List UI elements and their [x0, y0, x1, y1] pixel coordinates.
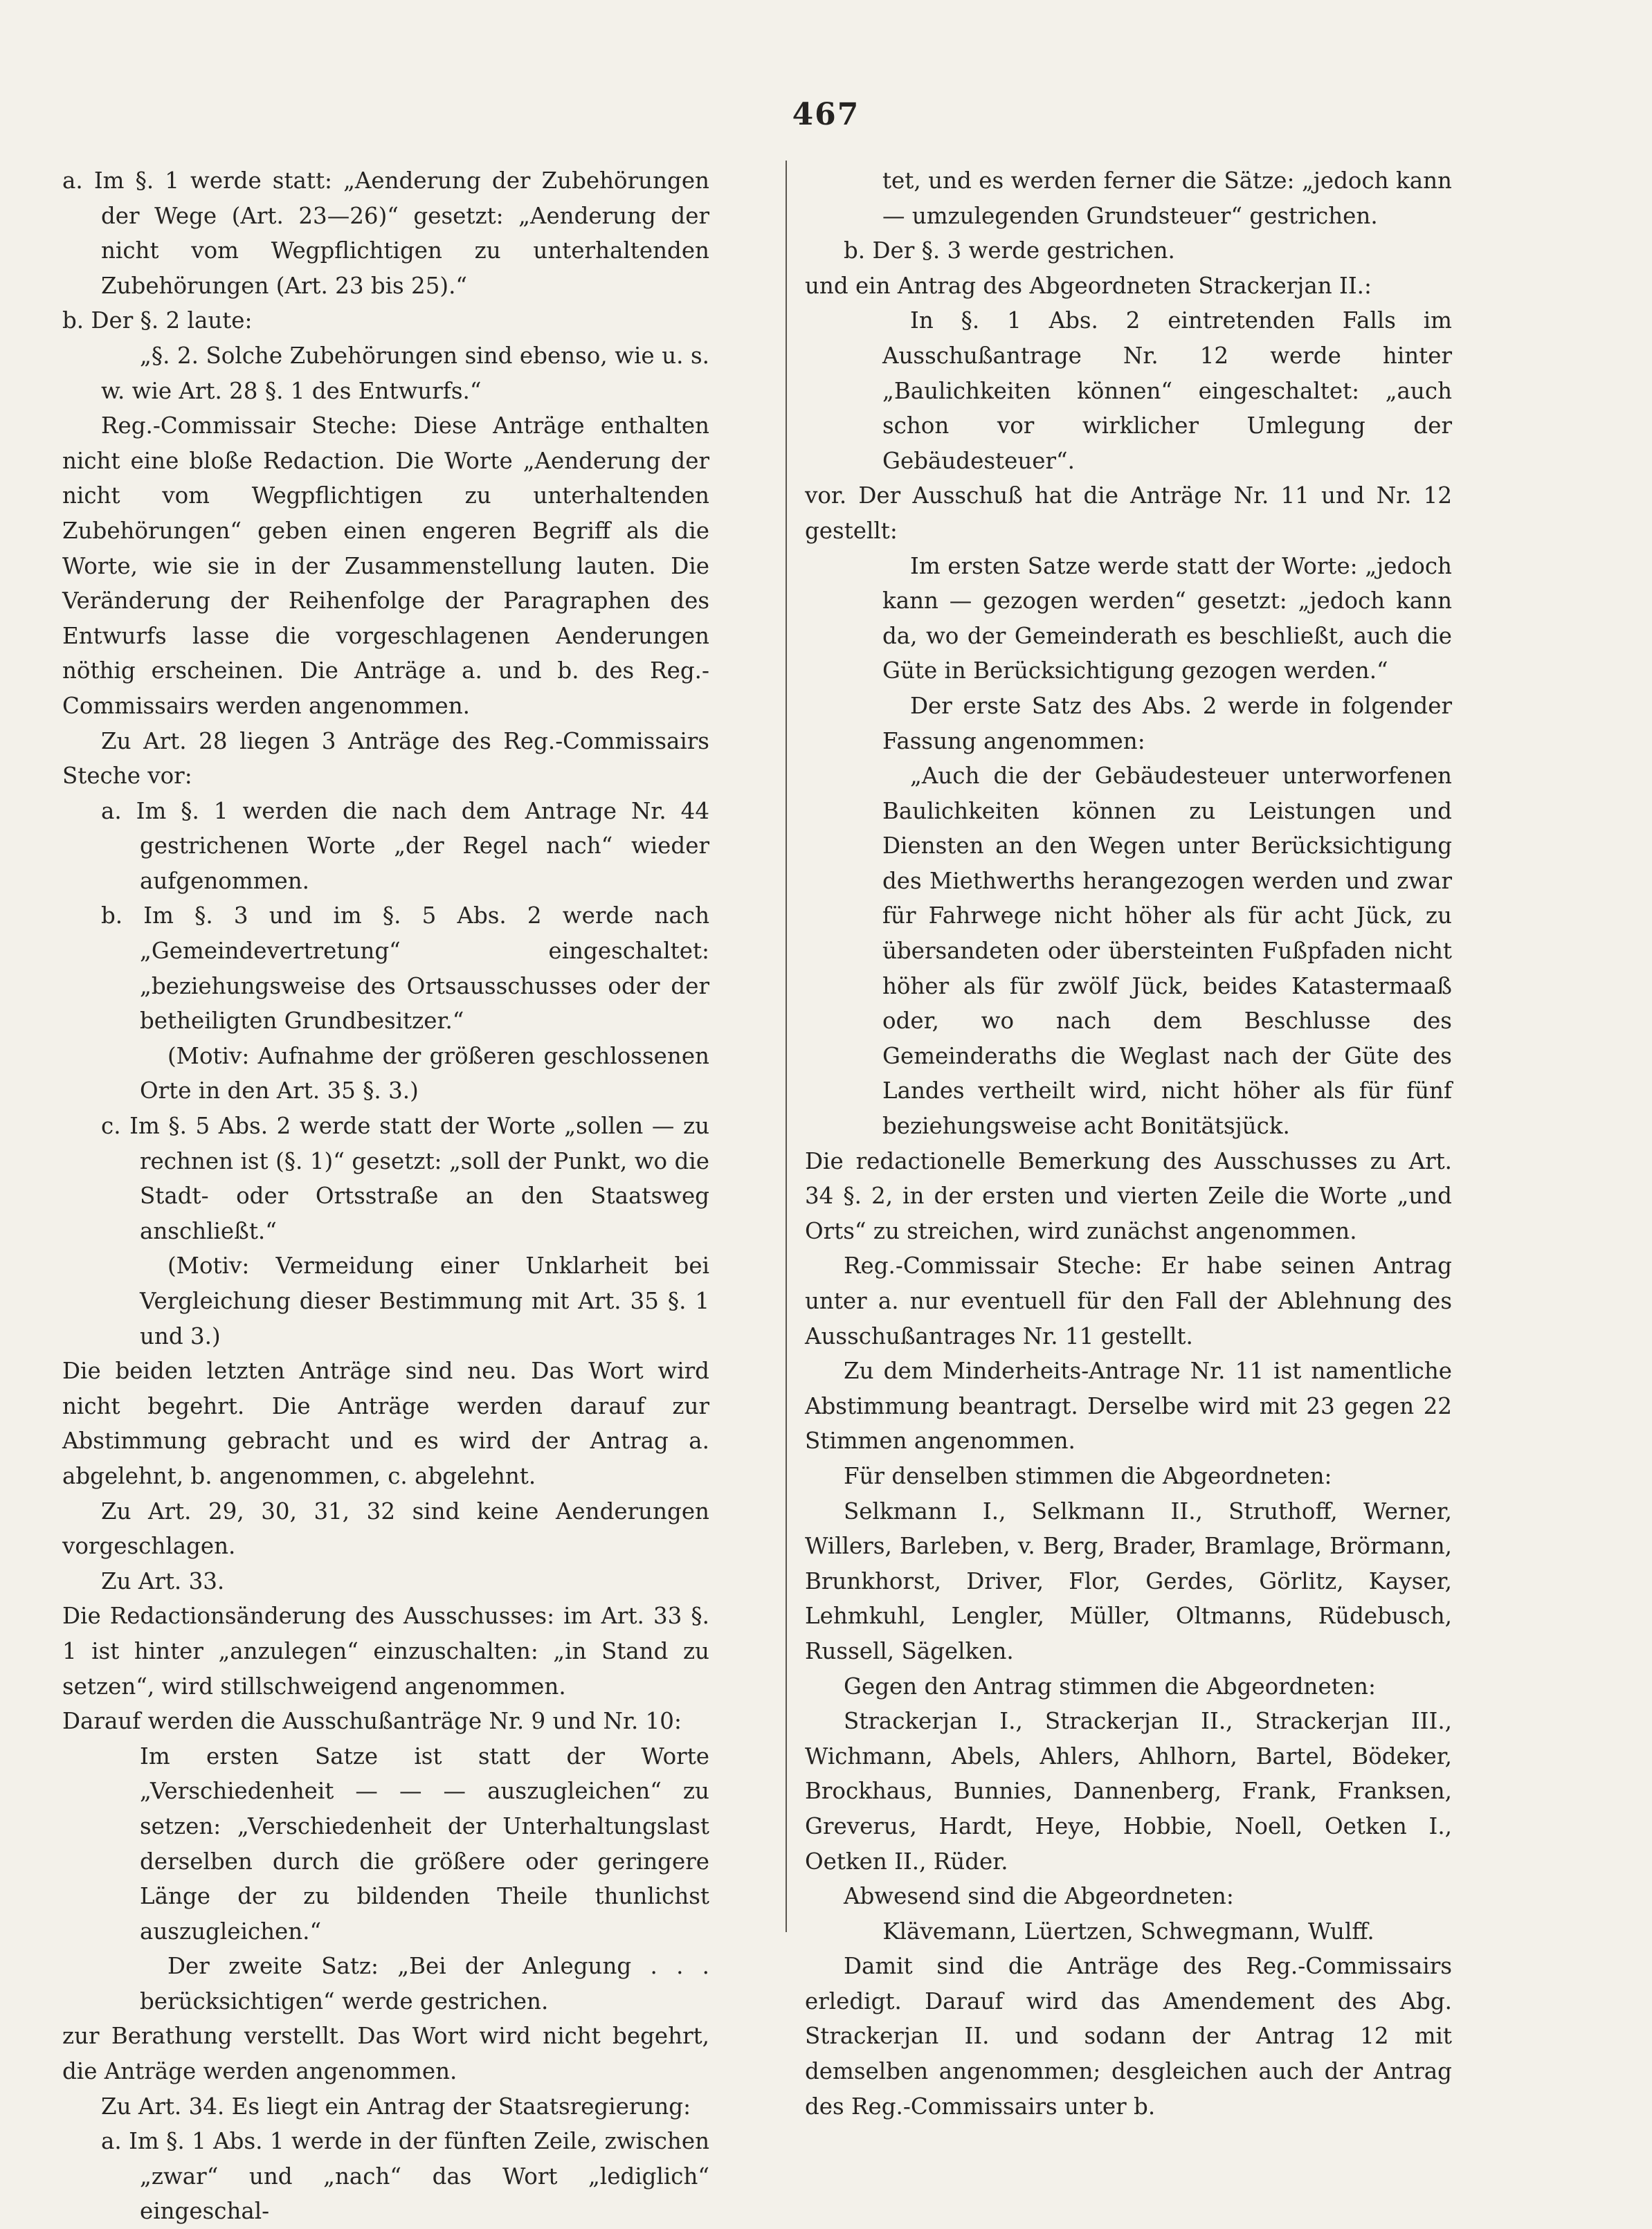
paragraph: Zu Art. 34. Es liegt ein Antrag der Staatsregierung: — [101, 2093, 691, 2120]
paragraph: Damit sind die Anträge des Reg.-Commissairs erledigt. Darauf wird das Amendement des Abg. Strackerjan II. und sodann der Antrag 12 mit demselben angenommen; desgleichen auch der Antrag des Reg.-Commissairs unter b. — [805, 1953, 1452, 2120]
paragraph: a. Im §. 1 Abs. 1 werde in der fünften Zeile, zwischen „zwar“ und „nach“ das Wort „lediglich“ eingeschal- — [101, 2128, 709, 2225]
paragraph: „§. 2. Solche Zubehörungen sind ebenso, wie u. s. w. wie Art. 28 §. 1 des Entwurfs.“ — [101, 342, 709, 404]
paragraph: Die Redactionsänderung des Ausschusses: im Art. 33 §. 1 ist hinter „anzulegen“ einzuschalten: „in Stand zu setzen“, wird stillschweigend angenommen. — [62, 1603, 709, 1700]
paragraph: Gegen den Antrag stimmen die Abgeordneten: — [844, 1673, 1376, 1700]
paragraph: a. Im §. 1 werden die nach dem Antrage Nr. 44 gestrichenen Worte „der Regel nach“ wieder aufgenommen. — [101, 797, 709, 894]
paragraph: Strackerjan I., Strackerjan II., Strackerjan III., Wichmann, Abels, Ahlers, Ahlhorn, Bartel, Bödeker, Brockhaus, Bunnies, Dannenberg, Frank, Franksen, Greverus, Hardt, Heye, Hobbie, Noell, Oetken I., Oetken II., Rüder. — [805, 1708, 1452, 1875]
paragraph: In §. 1 Abs. 2 eintretenden Falls im Ausschußantrage Nr. 12 werde hinter „Baulichkeiten können“ eingeschaltet: „auch schon vor wirklicher Umlegung der Gebäudesteuer“. — [882, 307, 1452, 474]
paragraph: b. Im §. 3 und im §. 5 Abs. 2 werde nach „Gemeindevertretung“ eingeschaltet: „beziehungsweise des Ortsausschusses oder der betheiligten Grundbesitzer.“ — [101, 902, 709, 1035]
paragraph: Der erste Satz des Abs. 2 werde in folgender Fassung angenommen: — [882, 692, 1452, 754]
paragraph: c. Im §. 5 Abs. 2 werde statt der Worte „sollen — zu rechnen ist (§. 1)“ gesetzt: „soll der Punkt, wo die Stadt- oder Ortsstraße an den Staatsweg anschließt.“ — [101, 1113, 709, 1244]
paragraph: Im ersten Satze werde statt der Worte: „jedoch kann — gezogen werden“ gesetzt: „jedoch kann da, wo der Gemeinderath es beschließt, auch die Güte in Berücksichtigung gezogen werden.“ — [882, 552, 1452, 684]
column-divider — [786, 161, 787, 1932]
paragraph: Zu Art. 33. — [101, 1567, 225, 1594]
paragraph: zur Berathung verstellt. Das Wort wird nicht begehrt, die Anträge werden angenommen. — [62, 2023, 709, 2085]
paragraph: „Auch die der Gebäudesteuer unterworfenen Baulichkeiten können zu Leistungen und Diensten an den Wegen unter Berücksichtigung des Miethwerths herangezogen werden und zwar für Fahrwege nicht höher als für acht Jück, zu übersandeten oder übersteinten Fußpfaden nicht höher als für zwölf Jück, beides Katastermaaß oder, wo nach dem Beschlusse des Gemeinderaths die Weglast nach der Güte des Landes vertheilt wird, nicht höher als für fünf beziehungsweise acht Bonitätsjück. — [882, 763, 1452, 1140]
paragraph: Die beiden letzten Anträge sind neu. Das Wort wird nicht begehrt. Die Anträge werden darauf zur Abstimmung gebracht und es wird der Antrag a. abgelehnt, b. angenommen, c. abgelehnt. — [62, 1358, 709, 1489]
paragraph: tet, und es werden ferner die Sätze: „jedoch kann — umzulegenden Grundsteuer“ gestrichen. — [882, 167, 1452, 229]
paragraph: Für denselben stimmen die Abgeordneten: — [844, 1462, 1332, 1489]
paragraph: Darauf werden die Ausschußanträge Nr. 9 und Nr. 10: — [62, 1708, 682, 1735]
left-column — [62, 163, 709, 2229]
paragraph: Zu Art. 28 liegen 3 Anträge des Reg.-Commissairs Steche vor: — [62, 727, 709, 790]
paragraph: Selkmann I., Selkmann II., Struthoff, Werner, Willers, Barleben, v. Berg, Brader, Bramlage, Brörmann, Brunkhorst, Driver, Flor, Gerdes, Görlitz, Kayser, Lehmkuhl, Lengler, Müller, Oltmanns, Rüdebusch, Russell, Sägelken. — [805, 1498, 1452, 1664]
paragraph: (Motiv: Vermeidung einer Unklarheit bei Vergleichung dieser Bestimmung mit Art. 35 §. 1 und 3.) — [140, 1253, 709, 1349]
paragraph: Abwesend sind die Abgeordneten: — [844, 1883, 1234, 1910]
paragraph: a. Im §. 1 werde statt: „Aenderung der Zubehörungen der Wege (Art. 23—26)“ gesetzt: „Aenderung der nicht vom Wegpflichtigen zu unterhaltenden Zubehörungen (Art. 23 bis 25).“ — [62, 167, 709, 299]
page-number: 467 — [792, 97, 860, 132]
paragraph: Reg.-Commissair Steche: Diese Anträge enthalten nicht eine bloße Redaction. Die Worte „Aenderung der nicht vom Wegpflichtigen zu unterhaltenden Zubehörungen“ geben einen engeren Begriff als die Worte, wie sie in der Zusammenstellung lauten. Die Veränderung der Reihenfolge der Paragraphen des Entwurfs lasse die vorgeschlagenen Aenderungen nöthig erscheinen. Die Anträge a. und b. des Reg.-Commissairs werden angenommen. — [62, 412, 709, 719]
paragraph: Zu Art. 29, 30, 31, 32 sind keine Aenderungen vorgeschlagen. — [62, 1498, 709, 1560]
paragraph: vor. Der Ausschuß hat die Anträge Nr. 11 und Nr. 12 gestellt: — [805, 482, 1452, 544]
paragraph: Im ersten Satze ist statt der Worte „Verschiedenheit — — — auszugleichen“ zu setzen: „Verschiedenheit der Unterhaltungslast derselben durch die größere oder geringere Länge der zu bildenden Theile thunlichst auszugleichen.“ — [140, 1743, 709, 1945]
paragraph: und ein Antrag des Abgeordneten Strackerjan II.: — [805, 272, 1372, 299]
paragraph: b. Der §. 2 laute: — [62, 307, 253, 334]
paragraph: Reg.-Commissair Steche: Er habe seinen Antrag unter a. nur eventuell für den Fall der Ablehnung des Ausschußantrages Nr. 11 gestellt. — [805, 1253, 1452, 1349]
paragraph: Zu dem Minderheits-Antrage Nr. 11 ist namentliche Abstimmung beantragt. Derselbe wird mit 23 gegen 22 Stimmen angenommen. — [805, 1358, 1452, 1455]
paragraph: Der zweite Satz: „Bei der Anlegung . . . berücksichtigen“ werde gestrichen. — [140, 1953, 709, 2014]
paragraph: (Motiv: Aufnahme der größeren geschlossenen Orte in den Art. 35 §. 3.) — [140, 1042, 709, 1104]
paragraph: Die redactionelle Bemerkung des Ausschusses zu Art. 34 §. 2, in der ersten und vierten Zeile die Worte „und Orts“ zu streichen, wird zunächst angenommen. — [805, 1147, 1452, 1244]
paragraph: b. Der §. 3 werde gestrichen. — [844, 237, 1175, 264]
right-column — [805, 163, 1452, 2124]
paragraph: Klävemann, Lüertzen, Schwegmann, Wulff. — [882, 1918, 1374, 1945]
